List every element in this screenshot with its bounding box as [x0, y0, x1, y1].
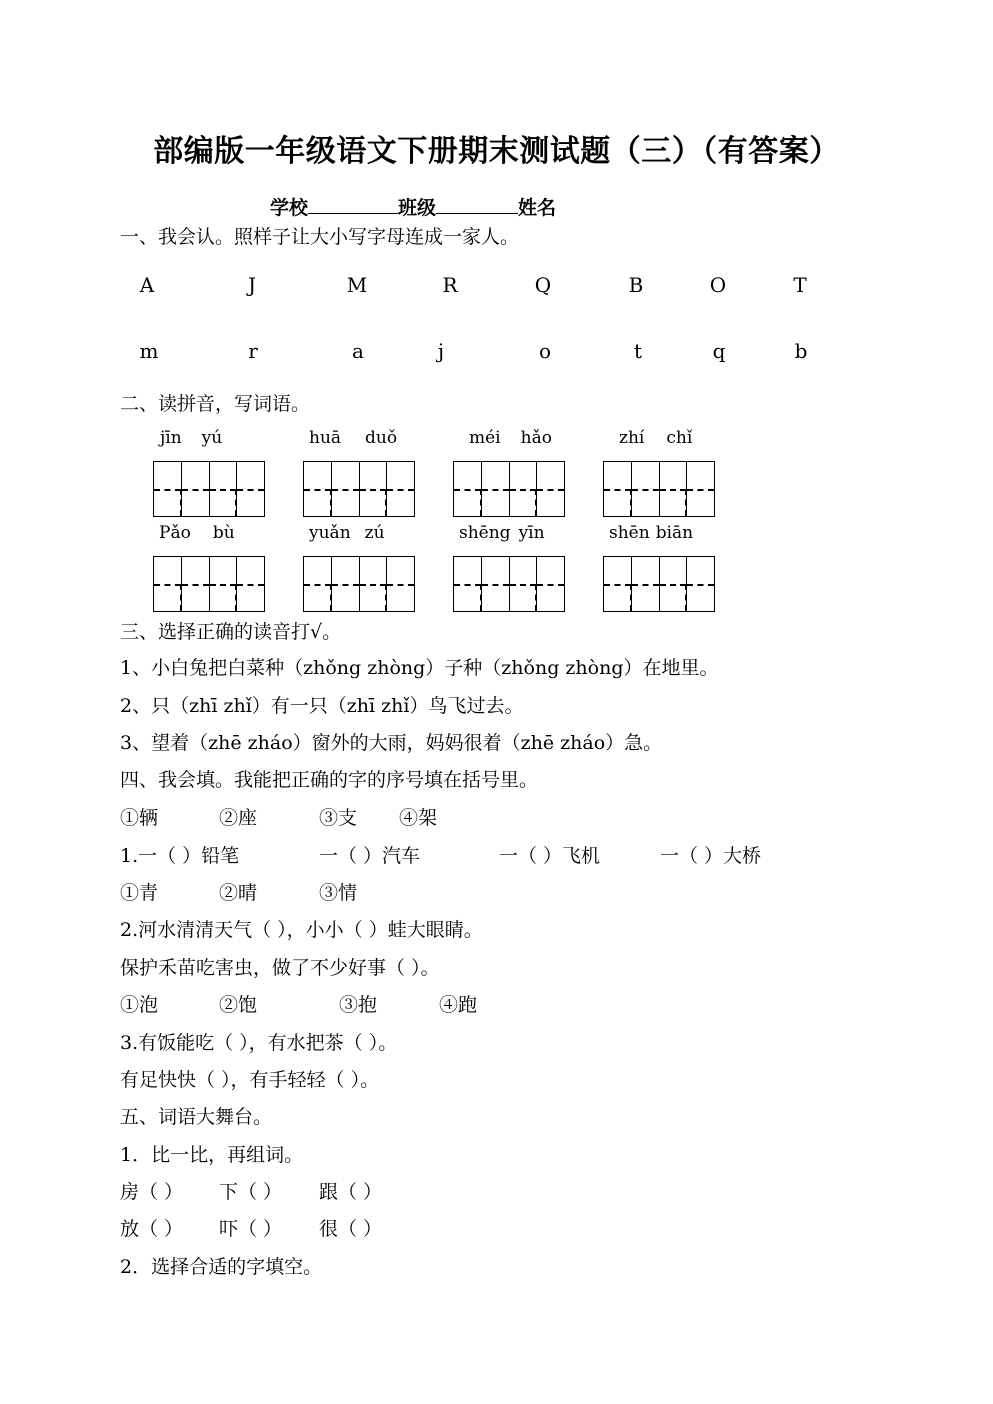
- writing-grid[interactable]: [303, 556, 415, 612]
- compare-item: 房（ ）: [120, 1181, 184, 1203]
- class-label: 班级: [398, 197, 437, 219]
- question-line: 3、望着（zhē zháo）窗外的大雨，妈妈很着（zhē zháo）急。: [120, 732, 663, 754]
- page-title: 部编版一年级语文下册期末测试题（三）（有答案）: [153, 134, 840, 169]
- pinyin: shēn biān: [609, 523, 694, 543]
- writing-grid[interactable]: [153, 461, 265, 517]
- fill-item: 一（ ）汽车: [319, 845, 421, 867]
- option: ②晴: [219, 882, 258, 904]
- school-blank[interactable]: [308, 195, 398, 214]
- option: ①辆: [120, 807, 159, 829]
- option: ②座: [219, 807, 258, 829]
- lower-letter: r: [248, 339, 258, 363]
- compare-item: 下（ ）: [219, 1181, 283, 1203]
- upper-letter: Q: [534, 273, 552, 297]
- fill-item: 一（ ）大桥: [660, 845, 762, 867]
- compare-item: 吓（ ）: [219, 1218, 283, 1240]
- sub-question: 2．选择合适的字填空。: [120, 1256, 323, 1278]
- fill-item: 一（ ）飞机: [499, 845, 601, 867]
- section5-heading: 五、词语大舞台。: [120, 1106, 273, 1128]
- pinyin: huā duǒ: [309, 428, 398, 448]
- pinyin: jīn yú: [160, 428, 223, 448]
- pinyin: méi hǎo: [469, 428, 552, 448]
- upper-letter: A: [139, 273, 155, 297]
- student-info: [270, 193, 556, 220]
- option: ③情: [319, 882, 358, 904]
- section3-heading: 三、选择正确的读音打√。: [120, 621, 342, 643]
- pinyin: yuǎn zú: [309, 523, 385, 543]
- lower-letter: j: [437, 339, 445, 363]
- section1-heading: 一、我会认。照样子让大小写字母连成一家人。: [120, 226, 520, 248]
- writing-grid[interactable]: [603, 461, 715, 517]
- lower-letter: o: [538, 339, 552, 363]
- pinyin: Pǎo bù: [159, 523, 235, 543]
- compare-item: 放（ ）: [120, 1218, 184, 1240]
- option: ①泡: [120, 994, 159, 1016]
- pinyin: shēng yīn: [459, 523, 545, 543]
- lower-letter: a: [352, 339, 364, 363]
- pinyin: zhí chǐ: [619, 428, 693, 448]
- option: ②饱: [219, 994, 258, 1016]
- name-label: 姓名: [518, 197, 557, 219]
- option: ③抱: [339, 994, 378, 1016]
- option: ①青: [120, 882, 159, 904]
- question-line: 3.有饭能吃（ ），有水把茶（ ）。: [120, 1032, 398, 1054]
- compare-item: 很（ ）: [319, 1218, 383, 1240]
- question-line: 2、只（zhī zhǐ）有一只（zhī zhǐ）鸟飞过去。: [120, 695, 524, 717]
- option: ③支: [319, 807, 358, 829]
- question-line: 有足快快（ ），有手轻轻（ ）。: [120, 1069, 380, 1091]
- upper-letter: J: [247, 273, 257, 297]
- school-label: 学校: [270, 197, 309, 219]
- upper-letter: T: [793, 273, 807, 297]
- writing-grid[interactable]: [453, 461, 565, 517]
- option: ④跑: [439, 994, 478, 1016]
- fill-item: 1.一（ ）铅笔: [120, 845, 240, 867]
- lower-letter: b: [794, 339, 808, 363]
- lower-letter: q: [712, 339, 726, 363]
- section2-heading: 二、读拼音，写词语。: [120, 393, 311, 415]
- sub-question: 1．比一比，再组词。: [120, 1144, 304, 1166]
- upper-letter: R: [442, 273, 458, 297]
- question-line: 1、小白兔把白菜种（zhǒng zhòng）子种（zhǒng zhòng）在地里。: [120, 657, 719, 679]
- option: ④架: [399, 807, 438, 829]
- writing-grid[interactable]: [303, 461, 415, 517]
- writing-grid[interactable]: [153, 556, 265, 612]
- upper-letter: B: [628, 273, 644, 297]
- writing-grid[interactable]: [603, 556, 715, 612]
- question-line: 2.河水清清天气（ ），小小（ ）蛙大眼睛。: [120, 919, 483, 941]
- section4-heading: 四、我会填。我能把正确的字的序号填在括号里。: [120, 769, 539, 791]
- lower-letter: t: [633, 339, 643, 363]
- upper-letter: M: [346, 273, 368, 297]
- question-line: 保护禾苗吃害虫，做了不少好事（ ）。: [120, 957, 440, 979]
- writing-grid[interactable]: [453, 556, 565, 612]
- upper-letter: O: [709, 273, 727, 297]
- compare-item: 跟（ ）: [319, 1181, 383, 1203]
- class-blank[interactable]: [436, 195, 518, 214]
- lower-letter: m: [139, 339, 159, 363]
